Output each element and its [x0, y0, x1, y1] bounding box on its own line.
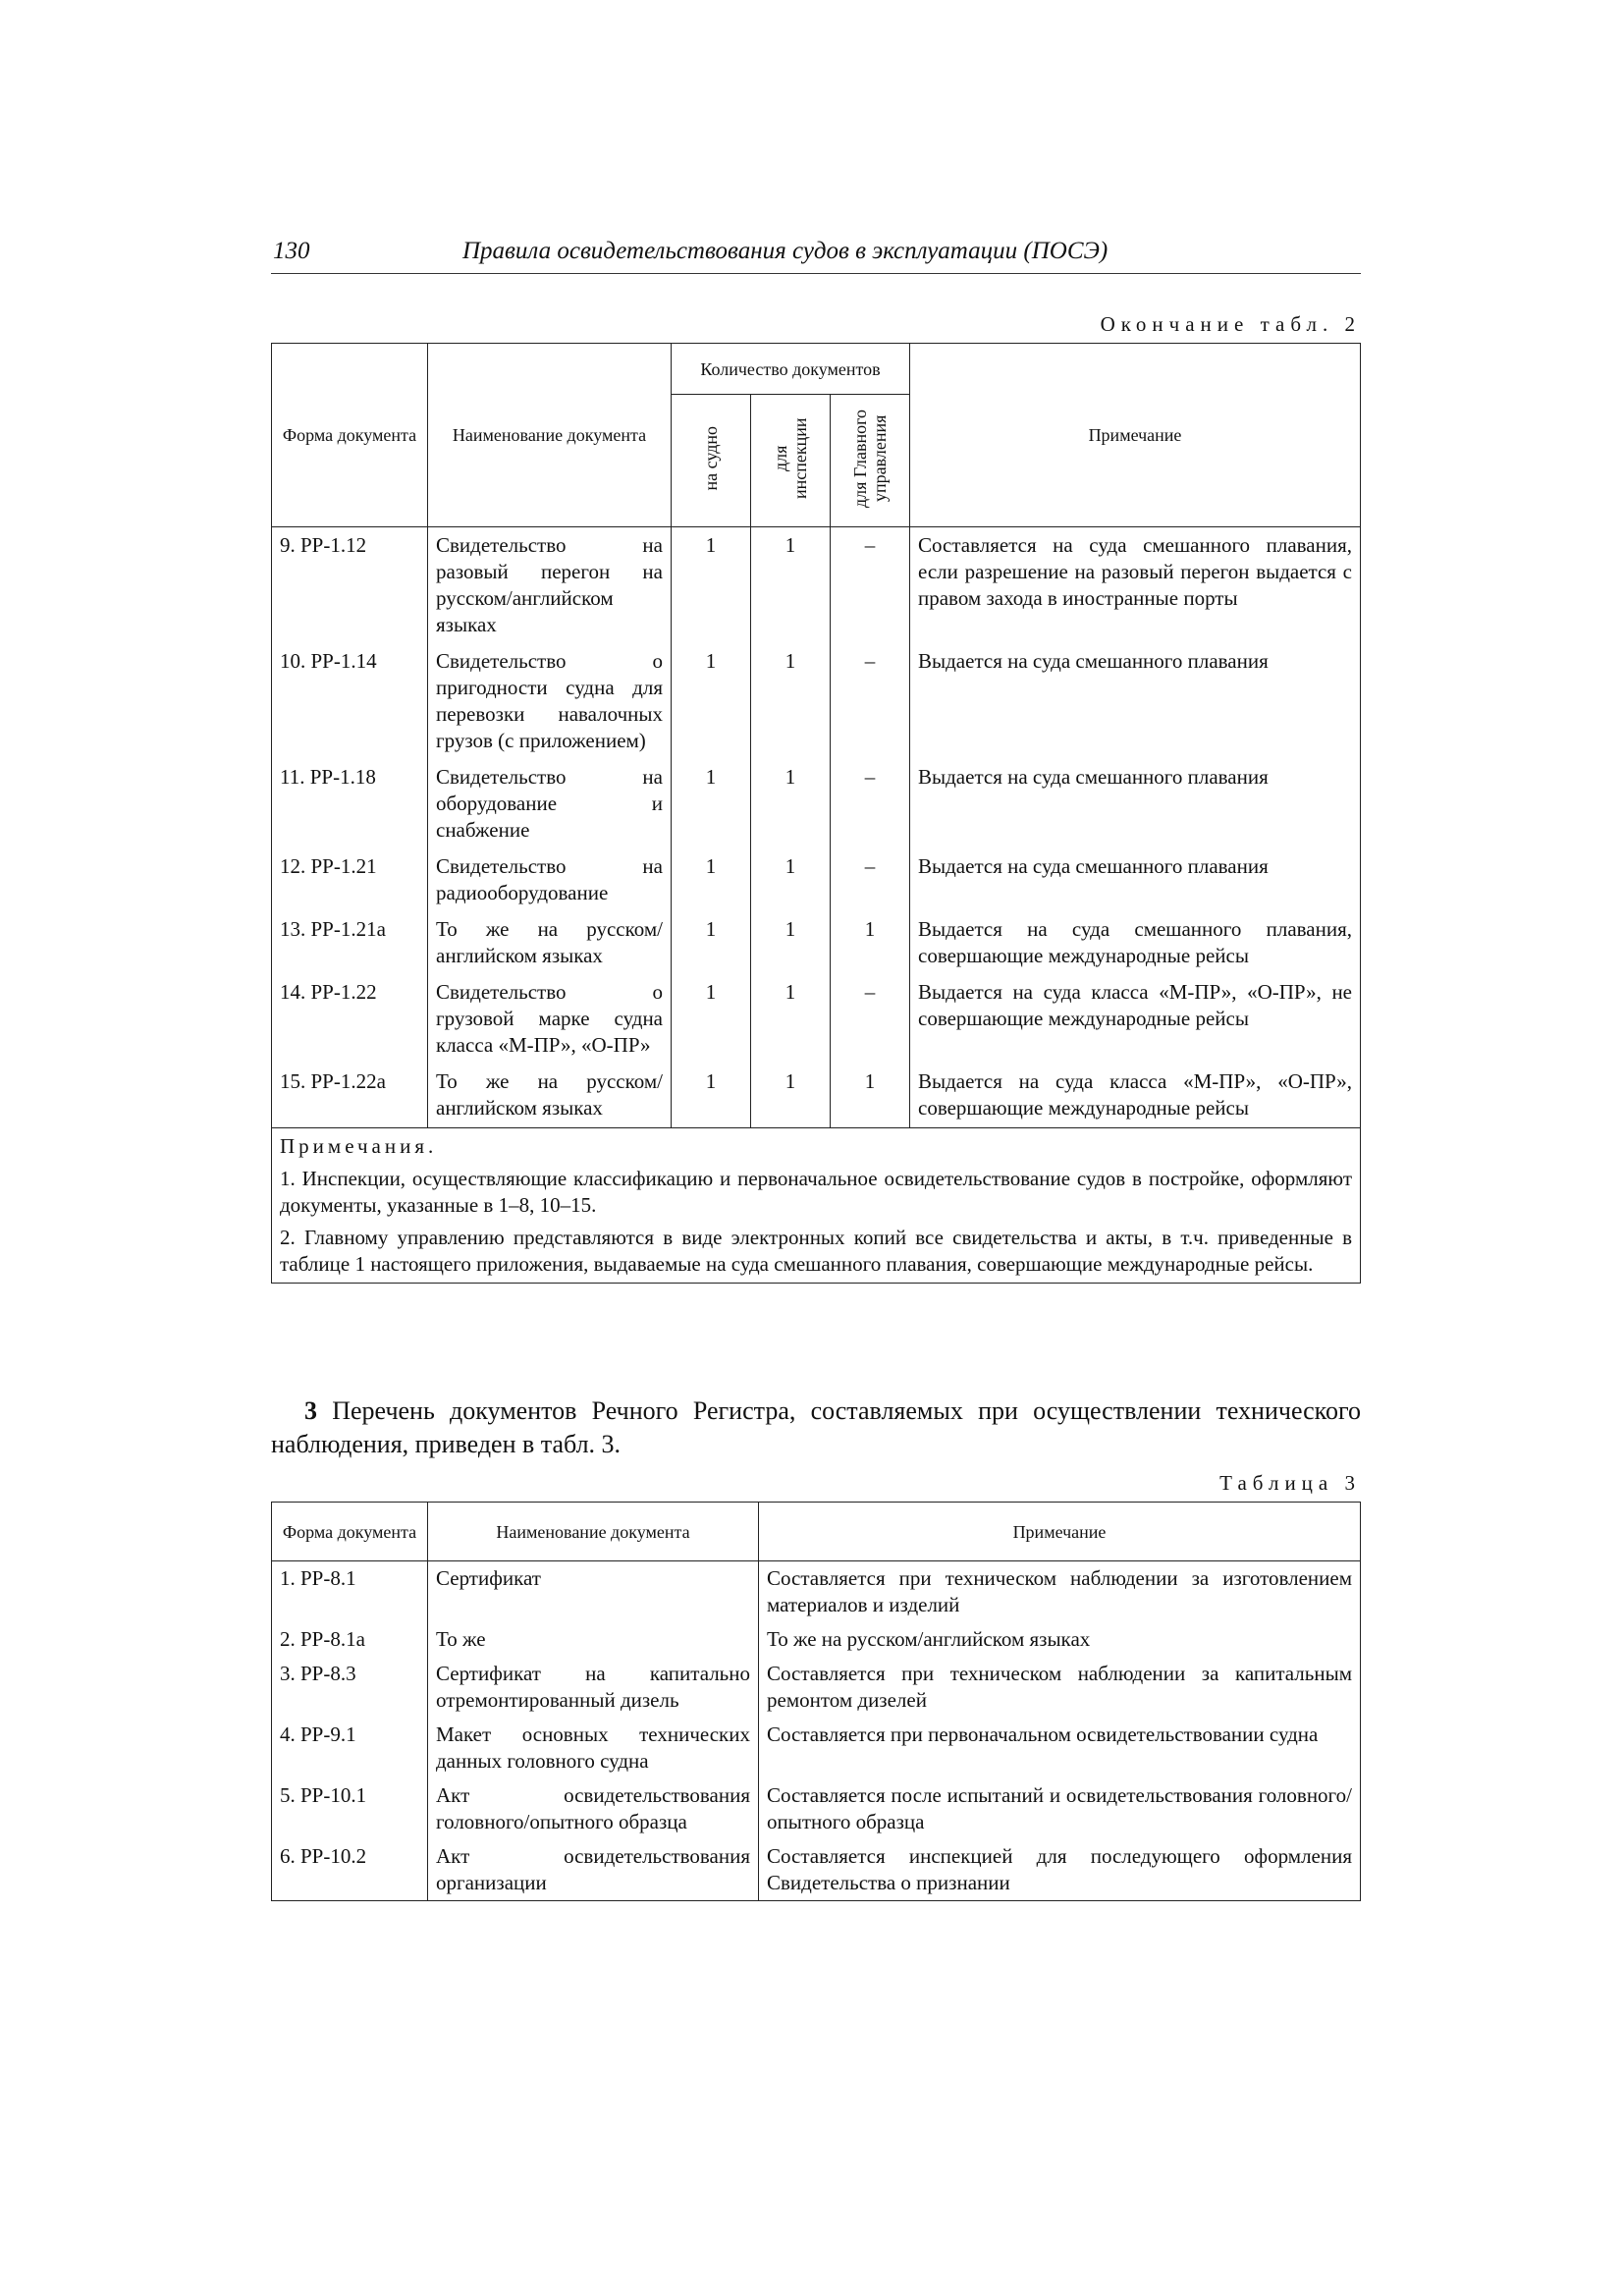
- cell-ship: 1: [672, 1064, 751, 1128]
- table-row: [272, 911, 1361, 974]
- table-row: [272, 974, 1361, 1064]
- paragraph-number: 3: [304, 1396, 317, 1425]
- table3-caption: Таблица 3: [1219, 1471, 1361, 1495]
- table-row: [272, 1657, 1361, 1718]
- cell-form: 13. РР-1.21а: [272, 911, 428, 974]
- cell-inspection: 1: [751, 759, 831, 848]
- table-row: [272, 1622, 1361, 1657]
- table-row: [272, 1561, 1361, 1623]
- cell-note: Выдается на суда класса «М-ПР», «О-ПР», совершающие международные рейсы: [910, 1064, 1361, 1128]
- cell-note: Составляется при техническом наблюдении за капитальным ремонтом дизелей: [759, 1657, 1361, 1718]
- cell-name: Свидетельство на разовый перегон на русском/английском языках: [428, 527, 672, 644]
- cell-form: 3. РР-8.3: [272, 1657, 428, 1718]
- cell-name: То же: [428, 1622, 759, 1657]
- cell-main: –: [831, 643, 910, 759]
- cell-note: Составляется после испытаний и освидетельствования головного/опытного образца: [759, 1778, 1361, 1839]
- cell-form: 6. РР-10.2: [272, 1839, 428, 1901]
- cell-form: 2. РР-8.1а: [272, 1622, 428, 1657]
- cell-name: То же на русском/английском языках: [428, 1064, 672, 1128]
- cell-ship: 1: [672, 848, 751, 911]
- cell-note: Выдается на суда смешанного плавания, совершающие международные рейсы: [910, 911, 1361, 974]
- table-row: [272, 1718, 1361, 1778]
- cell-ship: 1: [672, 759, 751, 848]
- table-row: [272, 1839, 1361, 1901]
- notes-title: Примечания.: [280, 1134, 438, 1158]
- cell-note: Выдается на суда смешанного плавания: [910, 759, 1361, 848]
- cell-inspection: 1: [751, 848, 831, 911]
- cell-note: Составляется при первоначальном освидетельствовании судна: [759, 1718, 1361, 1778]
- cell-form: 11. РР-1.18: [272, 759, 428, 848]
- cell-name: Свидетельство о пригодности судна для перевозки навалочных грузов (с приложением): [428, 643, 672, 759]
- cell-name: Сертификат: [428, 1561, 759, 1623]
- cell-form: 1. РР-8.1: [272, 1561, 428, 1623]
- table2-caption: Окончание табл. 2: [1100, 312, 1361, 336]
- cell-main: 1: [831, 1064, 910, 1128]
- cell-name: Свидетельство на радиооборудование: [428, 848, 672, 911]
- col-header-name: Наименование документа: [428, 1503, 759, 1561]
- paragraph-text: Перечень документов Речного Регистра, составляемых при осуществлении технического наблюдения, приведен в табл. 3.: [271, 1396, 1362, 1458]
- page-header: [271, 236, 1361, 274]
- cell-form: 4. РР-9.1: [272, 1718, 428, 1778]
- col-header-main: для Главного управления: [831, 395, 910, 527]
- cell-note: Составляется инспекцией для последующего оформления Свидетельства о признании: [759, 1839, 1361, 1901]
- cell-ship: 1: [672, 911, 751, 974]
- cell-name: Сертификат на капитально отремонтированный дизель: [428, 1657, 759, 1718]
- cell-ship: 1: [672, 974, 751, 1064]
- cell-form: 9. РР-1.12: [272, 527, 428, 644]
- col-header-form: Форма документа: [272, 1503, 428, 1561]
- col-header-ship: на судно: [672, 395, 751, 527]
- cell-note: Выдается на суда смешанного плавания: [910, 643, 1361, 759]
- table-row: [272, 1064, 1361, 1128]
- cell-form: 10. РР-1.14: [272, 643, 428, 759]
- cell-note: Выдается на суда класса «М-ПР», «О-ПР», не совершающие международные рейсы: [910, 974, 1361, 1064]
- cell-inspection: 1: [751, 974, 831, 1064]
- cell-inspection: 1: [751, 911, 831, 974]
- cell-ship: 1: [672, 643, 751, 759]
- running-title: Правила освидетельствования судов в эксплуатации (ПОСЭ): [462, 238, 1109, 264]
- cell-form: 14. РР-1.22: [272, 974, 428, 1064]
- table-row: [272, 1778, 1361, 1839]
- cell-main: –: [831, 759, 910, 848]
- cell-main: –: [831, 848, 910, 911]
- table-2: [271, 343, 1361, 1284]
- col-header-note: Примечание: [759, 1503, 1361, 1561]
- table-notes: [272, 1128, 1361, 1284]
- note-2: 2. Главному управлению представляются в виде электронных копий все свидетельства и акты, в т.ч. приведенные в таблице 1 настоящего приложения, выдаваемые на суда смешанного плавания, совершающие международные рейсы.: [280, 1226, 1352, 1276]
- table-row: [272, 643, 1361, 759]
- cell-note: Составляется при техническом наблюдении за изготовлением материалов и изделий: [759, 1561, 1361, 1623]
- cell-name: Свидетельство о грузовой марке судна класса «М-ПР», «О-ПР»: [428, 974, 672, 1064]
- cell-name: Акт освидетельствования головного/опытного образца: [428, 1778, 759, 1839]
- table-row: [272, 527, 1361, 644]
- cell-inspection: 1: [751, 643, 831, 759]
- col-header-form: Форма документа: [272, 344, 428, 527]
- cell-note: Выдается на суда смешанного плавания: [910, 848, 1361, 911]
- cell-inspection: 1: [751, 1064, 831, 1128]
- cell-name: То же на русском/английском языках: [428, 911, 672, 974]
- paragraph-3: [271, 1394, 1361, 1461]
- cell-form: 5. РР-10.1: [272, 1778, 428, 1839]
- cell-name: Макет основных технических данных головного судна: [428, 1718, 759, 1778]
- page-number: 130: [273, 238, 310, 264]
- cell-form: 15. РР-1.22а: [272, 1064, 428, 1128]
- col-header-note: Примечание: [910, 344, 1361, 527]
- cell-name: Свидетельство на оборудование и снабжение: [428, 759, 672, 848]
- col-header-count: Количество документов: [672, 344, 910, 395]
- cell-form: 12. РР-1.21: [272, 848, 428, 911]
- col-header-name: Наименование документа: [428, 344, 672, 527]
- col-header-inspection: для инспекции: [751, 395, 831, 527]
- cell-main: –: [831, 974, 910, 1064]
- cell-main: 1: [831, 911, 910, 974]
- table-row: [272, 848, 1361, 911]
- cell-name: Акт освидетельствования организации: [428, 1839, 759, 1901]
- cell-main: –: [831, 527, 910, 644]
- cell-note: То же на русском/английском языках: [759, 1622, 1361, 1657]
- cell-note: Составляется на суда смешанного плавания, если разрешение на разовый перегон выдается с правом захода в иностранные порты: [910, 527, 1361, 644]
- table-3: [271, 1502, 1361, 1901]
- cell-inspection: 1: [751, 527, 831, 644]
- note-1: 1. Инспекции, осуществляющие классификацию и первоначальное освидетельствование судов в постройке, оформляют документы, указанные в 1–8, 10–15.: [280, 1167, 1352, 1217]
- table-row: [272, 759, 1361, 848]
- cell-ship: 1: [672, 527, 751, 644]
